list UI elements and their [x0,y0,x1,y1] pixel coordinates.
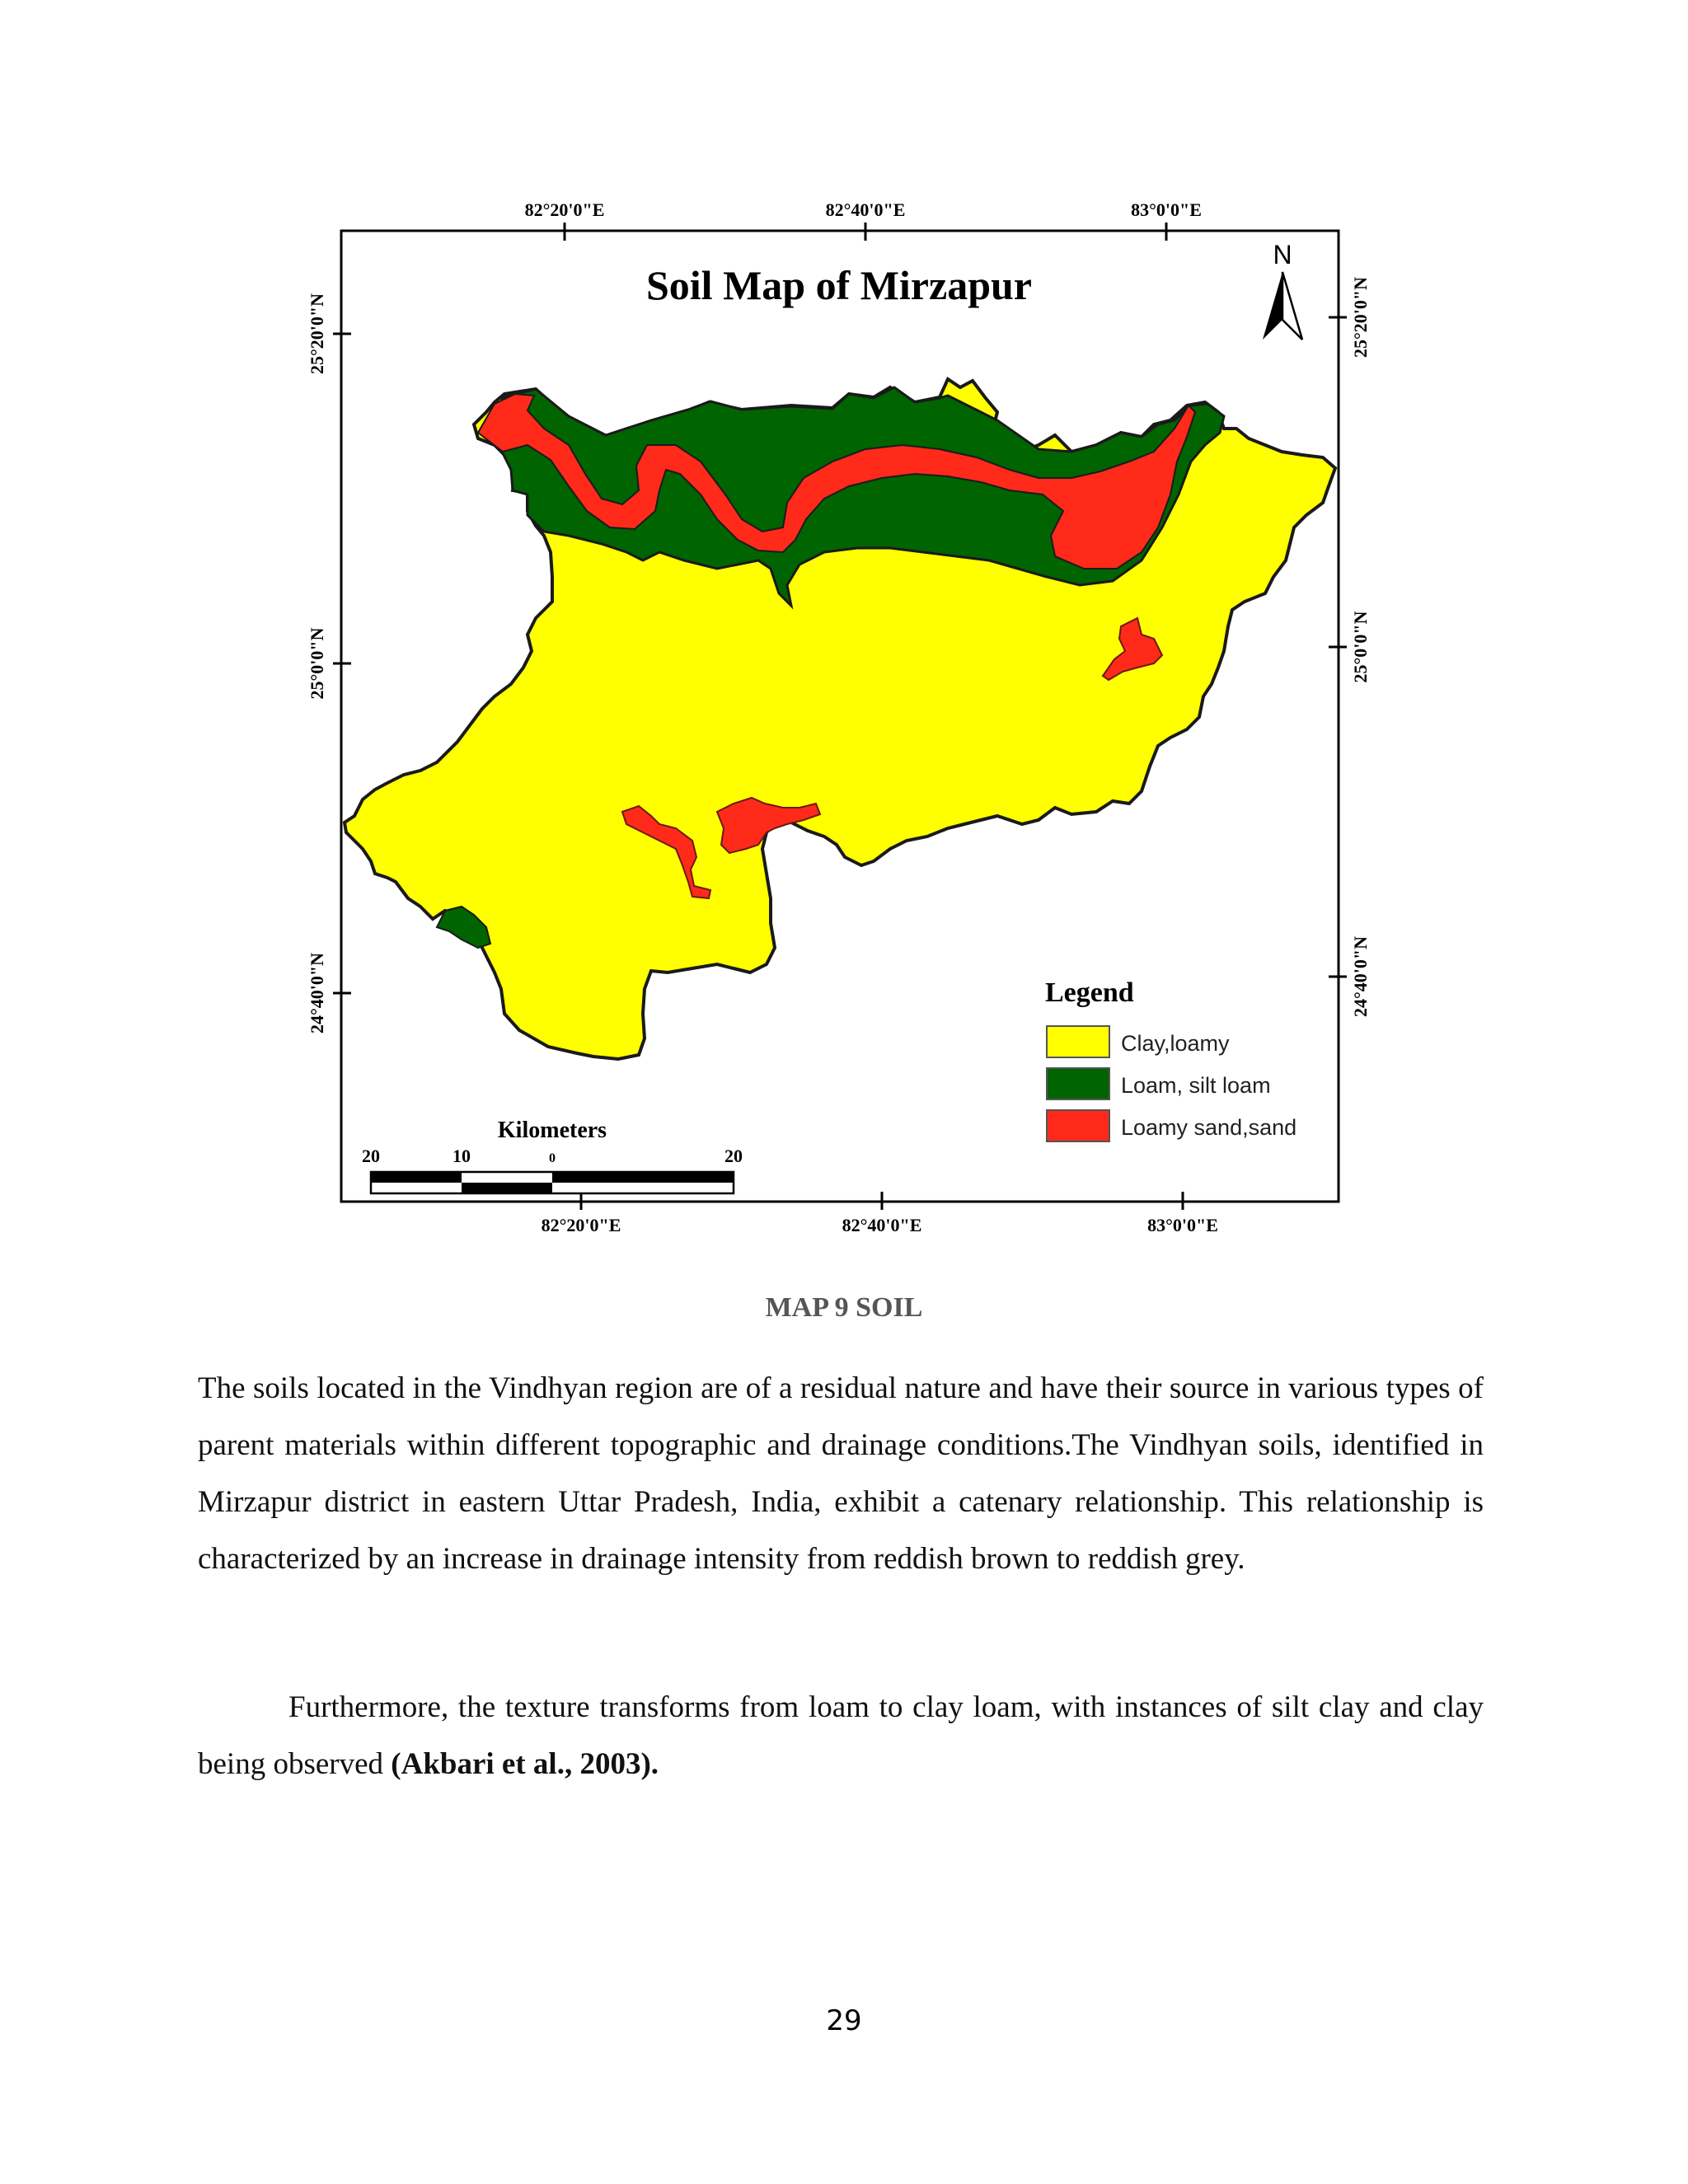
figure-caption: MAP 9 SOIL [765,1292,923,1323]
legend-swatch-sand [1047,1110,1109,1141]
scale-bar-title: Kilometers [497,1118,607,1143]
left-coord-label: 25°20'0"N [307,293,327,375]
top-coord-label: 83°0'0"E [1131,199,1202,220]
scale-tick-label: 10 [452,1146,471,1166]
left-coord-label: 24°40'0"N [307,952,327,1034]
paragraph-1: The soils located in the Vindhyan region are of a residual nature and have their source in various types of parent materials within different topographic and drainage conditions.The Vindhyan soils, identified in Mirzapur district in eastern Uttar Pradesh, India, exhibit a catenary relationship. This relationship is characterized by an increase in drainage intensity from reddish brown to reddish grey. [198,1371,1484,1576]
left-coord-label: 25°0'0"N [307,627,327,700]
scale-tick-label: 20 [724,1146,743,1166]
legend-swatch-clay [1047,1026,1109,1057]
legend-label-loam: Loam, silt loam [1121,1073,1271,1098]
legend-label-clay: Clay,loamy [1121,1031,1230,1056]
scale-tick-label: 0 [549,1151,556,1165]
right-coord-label: 24°40'0"N [1350,935,1371,1018]
north-label: N [1273,240,1292,269]
page-number: 29 [826,2004,862,2037]
bottom-coord-label: 82°40'0"E [842,1215,922,1235]
bottom-coord-label: 82°20'0"E [541,1215,621,1235]
map-title: Soil Map of Mirzapur [645,262,1033,308]
scale-tick-label: 20 [362,1146,380,1166]
right-coord-label: 25°0'0"N [1350,611,1371,683]
top-coord-label: 82°20'0"E [524,199,605,220]
legend-swatch-loam [1047,1068,1109,1099]
paragraph-2-text: Furthermore, the texture transforms from loam to clay loam, with instances of silt clay and clay being observed [198,1690,1484,1781]
legend-title: Legend [1045,977,1134,1008]
paragraph-2 [198,1679,1484,1793]
legend-label-sand: Loamy sand,sand [1121,1115,1297,1140]
citation: (Akbari et al., 2003). [391,1747,659,1781]
top-coord-label: 82°40'0"E [825,199,906,220]
bottom-coord-label: 83°0'0"E [1147,1215,1218,1235]
right-coord-label: 25°20'0"N [1350,276,1371,359]
